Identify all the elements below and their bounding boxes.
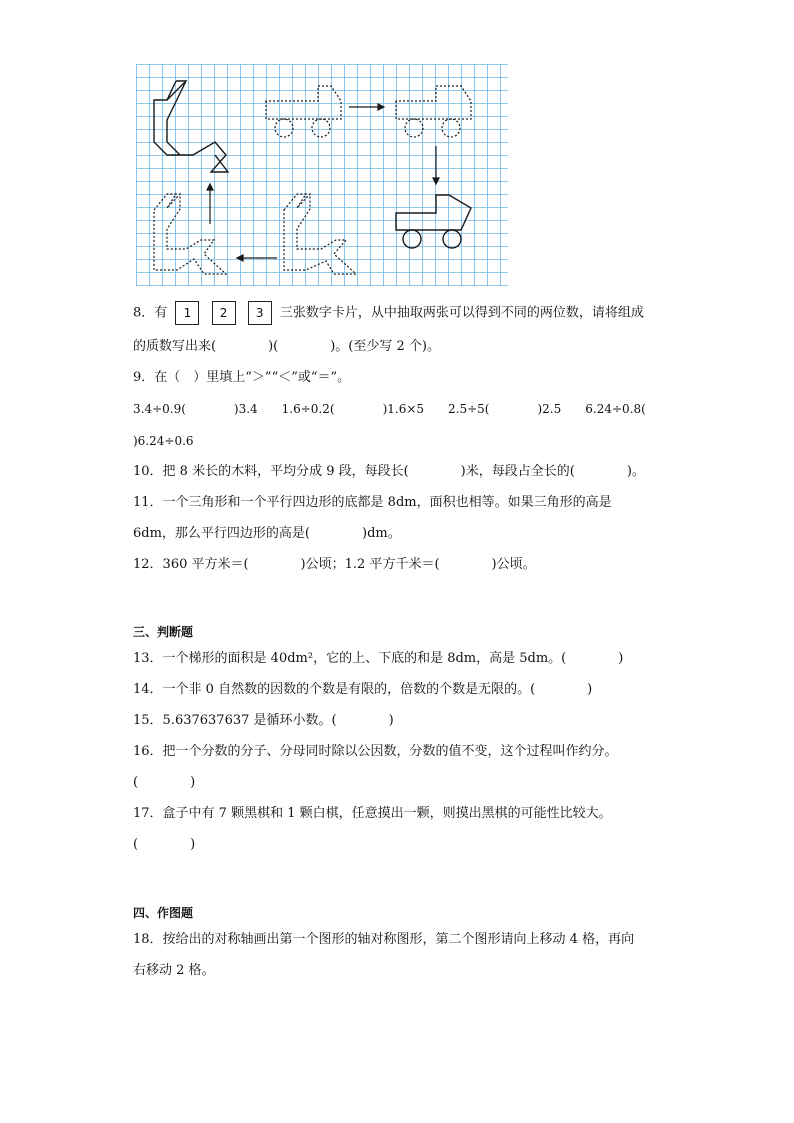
question-8	[133, 301, 644, 325]
question-9-items-cont: )6.24÷0.6	[133, 434, 194, 448]
question-9: 9．在（ ）里填上“＞”“＜”或“＝”。	[133, 370, 351, 385]
swan-dashed-2	[284, 194, 356, 274]
arrow-left-head	[237, 255, 243, 261]
question-18-line2: 右移动 2 格。	[133, 963, 215, 978]
number-card-3: 3	[248, 301, 272, 325]
number-card-2: 2	[212, 301, 236, 325]
section-judgment-title: 三、判断题	[133, 625, 194, 639]
question-16-answer: ( )	[133, 775, 196, 790]
truck-dashed-2	[396, 86, 471, 119]
number-card-1: 1	[175, 301, 199, 325]
truck-dashed-1-wheel	[312, 119, 330, 137]
question-15: 15．5.637637637 是循环小数。( )	[133, 713, 394, 728]
question-12: 12．360 平方米＝( )公顷；1.2 平方千米＝( )公顷。	[133, 557, 536, 572]
truck-dashed-2-wheel	[442, 119, 460, 137]
question-17-answer: ( )	[133, 837, 196, 852]
swan-shape	[154, 81, 228, 172]
question-17: 17．盒子中有 7 颗黑棋和 1 颗白棋，任意摸出一颗，则摸出黑棋的可能性比较大。	[133, 806, 612, 821]
question-13: 13．一个梯形的面积是 40dm²，它的上、下底的和是 8dm，高是 5dm。( )	[133, 651, 624, 666]
section-drawing-title: 四、作图题	[133, 906, 194, 920]
question-16: 16．把一个分数的分子、分母同时除以公因数，分数的值不变，这个过程叫作约分。	[133, 744, 618, 759]
grid-figure	[136, 64, 508, 286]
truck-dashed-1	[266, 86, 341, 119]
truck-dashed-1-wheel	[275, 119, 293, 137]
q8-prefix: 8．有	[133, 305, 168, 321]
swan-neck	[167, 81, 186, 155]
q8-suffix: 三张数字卡片，从中抽取两张可以得到不同的两位数，请将组成	[279, 305, 644, 321]
grid-lines	[136, 64, 508, 286]
question-18: 18．按给出的对称轴画出第一个图形的轴对称图形，第二个图形请向上移动 4 格，再向	[133, 932, 635, 947]
truck-solid-wheel	[443, 230, 461, 248]
swan-dashed-1	[154, 194, 226, 274]
question-9-items: 3.4÷0.9( )3.4 1.6÷0.2( )1.6×5 2.5÷5( )2.5 6.24÷0.8(	[133, 402, 646, 416]
question-14: 14．一个非 0 自然数的因数的个数是有限的，倍数的个数是无限的。( )	[133, 682, 593, 697]
truck-solid	[396, 195, 471, 230]
arrow-down-head	[433, 178, 439, 184]
truck-solid-wheel	[403, 230, 421, 248]
arrow-up-head	[207, 184, 213, 190]
truck-dashed-2-wheel	[405, 119, 423, 137]
question-10: 10．把 8 米长的木料，平均分成 9 段，每段长( )米，每段占全长的( )。	[133, 464, 645, 479]
question-8-line2: 的质数写出来( )( )。(至少写 2 个)。	[133, 339, 440, 354]
question-11: 11．一个三角形和一个平行四边形的底都是 8dm，面积也相等。如果三角形的高是	[133, 495, 612, 510]
question-11-line2: 6dm，那么平行四边形的高是( )dm。	[133, 526, 401, 541]
